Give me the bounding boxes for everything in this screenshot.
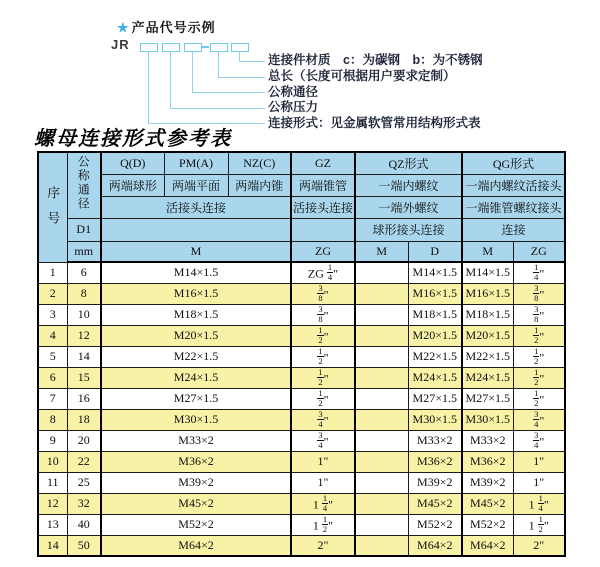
cell-gz-thread: ZG $\frac{1}{4}$ " bbox=[291, 262, 355, 283]
header-code-qd: Q(D) bbox=[101, 152, 164, 174]
cell-seq: 5 bbox=[38, 346, 67, 367]
callout-line bbox=[239, 61, 265, 62]
cell-qg-m: M20×1.5 bbox=[462, 325, 513, 346]
cell-qz-m bbox=[355, 388, 408, 409]
cell-qz-d: M16×1.5 bbox=[408, 283, 462, 304]
header-mm: mm bbox=[67, 241, 101, 262]
cell-dn-mm: 25 bbox=[67, 472, 101, 493]
cell-gz-thread: 1" bbox=[291, 451, 355, 472]
cell-seq: 3 bbox=[38, 304, 67, 325]
table-row bbox=[38, 409, 565, 430]
cell-dn-mm: 22 bbox=[67, 451, 101, 472]
cell-dn-mm: 18 bbox=[67, 409, 101, 430]
code-box-1 bbox=[140, 43, 158, 52]
reference-table bbox=[37, 151, 566, 557]
cell-qg-zg: $\frac{3}{4}$ " bbox=[513, 430, 565, 451]
cell-qg-m: M18×1.5 bbox=[462, 304, 513, 325]
header-unit-m: M bbox=[101, 241, 291, 262]
header-unit-qz-d: D bbox=[408, 241, 462, 262]
header-blank-union bbox=[101, 218, 291, 241]
table-row bbox=[38, 388, 565, 409]
cell-qz-m bbox=[355, 409, 408, 430]
header-code-pma: PM(A) bbox=[164, 152, 228, 174]
cell-qg-m: M27×1.5 bbox=[462, 388, 513, 409]
cell-qg-m: M45×2 bbox=[462, 493, 513, 514]
product-code-heading bbox=[117, 17, 216, 36]
cell-gz-thread: 1" bbox=[291, 472, 355, 493]
cell-qz-m bbox=[355, 325, 408, 346]
cell-dn-mm: 32 bbox=[67, 493, 101, 514]
table-row bbox=[38, 304, 565, 325]
cell-dn-mm: 50 bbox=[67, 535, 101, 556]
callout-line bbox=[218, 77, 265, 78]
header-unit-qz-m: M bbox=[355, 241, 408, 262]
cell-qg-m: M64×2 bbox=[462, 535, 513, 556]
star-icon: ★ bbox=[117, 20, 130, 35]
header-desc-qz: 一端内螺纹 bbox=[355, 174, 462, 196]
cell-qz-d: M30×1.5 bbox=[408, 409, 462, 430]
header-conn-qz: 一端外螺纹 bbox=[355, 196, 462, 218]
code-dash bbox=[202, 46, 209, 48]
cell-m-thread: M20×1.5 bbox=[101, 325, 291, 346]
cell-seq: 1 bbox=[38, 262, 67, 283]
header-desc-nzc: 两端内锥 bbox=[228, 174, 291, 196]
table-body bbox=[38, 262, 565, 556]
cell-qz-m bbox=[355, 283, 408, 304]
cell-gz-thread: 1 $\frac{1}{2}$ " bbox=[291, 514, 355, 535]
cell-dn-mm: 10 bbox=[67, 304, 101, 325]
cell-qz-d: M33×2 bbox=[408, 430, 462, 451]
cell-qz-d: M20×1.5 bbox=[408, 325, 462, 346]
header-ballconn-qz: 球形接头连接 bbox=[355, 218, 462, 241]
table-row bbox=[38, 325, 565, 346]
cell-qz-d: M18×1.5 bbox=[408, 304, 462, 325]
cell-seq: 7 bbox=[38, 388, 67, 409]
cell-qg-m: M30×1.5 bbox=[462, 409, 513, 430]
table-row bbox=[38, 472, 565, 493]
cell-dn-mm: 12 bbox=[67, 325, 101, 346]
cell-m-thread: M14×1.5 bbox=[101, 262, 291, 283]
callout-line bbox=[192, 92, 265, 93]
cell-m-thread: M30×1.5 bbox=[101, 409, 291, 430]
table-row bbox=[38, 346, 565, 367]
table-row bbox=[38, 535, 565, 556]
table-title: 螺母连接形式参考表 bbox=[34, 126, 232, 150]
cell-seq: 11 bbox=[38, 472, 67, 493]
cell-gz-thread: $\frac{1}{2}$ " bbox=[291, 367, 355, 388]
cell-qg-zg: $\frac{1}{2}$ " bbox=[513, 367, 565, 388]
cell-qg-m: M22×1.5 bbox=[462, 346, 513, 367]
header-dn: 公称通径 bbox=[67, 152, 101, 218]
cell-qg-zg: $\frac{3}{4}$ " bbox=[513, 409, 565, 430]
cell-seq: 6 bbox=[38, 367, 67, 388]
cell-qz-d: M64×2 bbox=[408, 535, 462, 556]
cell-qz-d: M27×1.5 bbox=[408, 388, 462, 409]
cell-m-thread: M45×2 bbox=[101, 493, 291, 514]
callout-line bbox=[148, 51, 149, 123]
cell-dn-mm: 14 bbox=[67, 346, 101, 367]
cell-m-thread: M39×2 bbox=[101, 472, 291, 493]
table-row bbox=[38, 262, 565, 283]
cell-qg-m: M24×1.5 bbox=[462, 367, 513, 388]
cell-qg-zg: $\frac{1}{2}$ " bbox=[513, 388, 565, 409]
cell-gz-thread: $\frac{3}{4}$ " bbox=[291, 409, 355, 430]
header-seq: 序号 bbox=[38, 152, 67, 262]
cell-qg-zg: $\frac{1}{2}$ " bbox=[513, 346, 565, 367]
cell-qz-m bbox=[355, 535, 408, 556]
cell-gz-thread: $\frac{1}{2}$ " bbox=[291, 346, 355, 367]
product-code-heading-text: 产品代号示例 bbox=[131, 20, 216, 35]
header-desc-gz: 两端锥管 bbox=[291, 174, 355, 196]
cell-qz-m bbox=[355, 346, 408, 367]
header-conn2-qg: 连接 bbox=[462, 218, 565, 241]
callout-line bbox=[218, 51, 219, 77]
cell-dn-mm: 15 bbox=[67, 367, 101, 388]
header-d1: D1 bbox=[67, 218, 101, 241]
cell-qg-m: M16×1.5 bbox=[462, 283, 513, 304]
callout-line bbox=[192, 51, 193, 92]
cell-qz-m bbox=[355, 262, 408, 283]
header-code-nzc: NZ(C) bbox=[228, 152, 291, 174]
table-row bbox=[38, 514, 565, 535]
cell-qg-m: M36×2 bbox=[462, 451, 513, 472]
header-desc-qd: 两端球形 bbox=[101, 174, 164, 196]
cell-qz-m bbox=[355, 514, 408, 535]
code-prefix: JR bbox=[111, 37, 130, 52]
cell-qg-zg: 1" bbox=[513, 472, 565, 493]
cell-seq: 10 bbox=[38, 451, 67, 472]
header-unit-qg-zg: ZG bbox=[513, 241, 565, 262]
cell-dn-mm: 16 bbox=[67, 388, 101, 409]
cell-qg-zg: $\frac{3}{8}$ " bbox=[513, 283, 565, 304]
cell-qg-zg: $\frac{1}{4}$ " bbox=[513, 262, 565, 283]
cell-qz-m bbox=[355, 367, 408, 388]
cell-qg-zg: 1 $\frac{1}{4}$ " bbox=[513, 493, 565, 514]
header-conn-qg: 一端锥管螺纹接头 bbox=[462, 196, 565, 218]
cell-qz-m bbox=[355, 472, 408, 493]
cell-gz-thread: 1 $\frac{1}{4}$ " bbox=[291, 493, 355, 514]
cell-m-thread: M33×2 bbox=[101, 430, 291, 451]
cell-gz-thread: $\frac{1}{2}$ " bbox=[291, 388, 355, 409]
cell-m-thread: M36×2 bbox=[101, 451, 291, 472]
cell-qg-zg: 2" bbox=[513, 535, 565, 556]
cell-m-thread: M22×1.5 bbox=[101, 346, 291, 367]
cell-qz-d: M24×1.5 bbox=[408, 367, 462, 388]
code-box-2 bbox=[162, 43, 180, 52]
cell-qz-m bbox=[355, 430, 408, 451]
cell-qz-d: M39×2 bbox=[408, 472, 462, 493]
callout-label-material: 连接件材质 c：为碳钢 b：为不锈钢 bbox=[268, 53, 483, 67]
cell-qg-m: M39×2 bbox=[462, 472, 513, 493]
table-row bbox=[38, 367, 565, 388]
cell-qg-m: M14×1.5 bbox=[462, 262, 513, 283]
cell-m-thread: M16×1.5 bbox=[101, 283, 291, 304]
cell-qz-d: M52×2 bbox=[408, 514, 462, 535]
header-desc-qg: 一端内螺纹活接头 bbox=[462, 174, 565, 196]
cell-seq: 4 bbox=[38, 325, 67, 346]
cell-qg-zg: $\frac{1}{2}$ " bbox=[513, 325, 565, 346]
callout-label-pressure: 公称压力 bbox=[268, 100, 319, 114]
cell-qg-m: M52×2 bbox=[462, 514, 513, 535]
header-conn-union: 活接头连接 bbox=[101, 196, 291, 218]
cell-gz-thread: $\frac{1}{2}$ " bbox=[291, 325, 355, 346]
header-code-qg: QG形式 bbox=[462, 152, 565, 174]
header-blank-gz bbox=[291, 218, 355, 241]
cell-dn-mm: 20 bbox=[67, 430, 101, 451]
cell-gz-thread: $\frac{3}{8}$ " bbox=[291, 283, 355, 304]
cell-qz-d: M14×1.5 bbox=[408, 262, 462, 283]
cell-dn-mm: 40 bbox=[67, 514, 101, 535]
cell-gz-thread: $\frac{3}{4}$ " bbox=[291, 430, 355, 451]
cell-qg-zg: 1 $\frac{1}{2}$ " bbox=[513, 514, 565, 535]
header-code-gz: GZ bbox=[291, 152, 355, 174]
cell-m-thread: M52×2 bbox=[101, 514, 291, 535]
callout-label-length: 总长（长度可根据用户要求定制） bbox=[268, 69, 456, 83]
cell-qz-d: M22×1.5 bbox=[408, 346, 462, 367]
cell-qg-zg: 1" bbox=[513, 451, 565, 472]
table-row bbox=[38, 430, 565, 451]
cell-qz-d: M45×2 bbox=[408, 493, 462, 514]
cell-m-thread: M18×1.5 bbox=[101, 304, 291, 325]
callout-label-diameter: 公称通径 bbox=[268, 85, 319, 99]
cell-qz-m bbox=[355, 451, 408, 472]
cell-qg-zg: $\frac{3}{8}$ " bbox=[513, 304, 565, 325]
code-box-4 bbox=[210, 43, 228, 52]
cell-gz-thread: $\frac{3}{8}$ " bbox=[291, 304, 355, 325]
cell-dn-mm: 8 bbox=[67, 283, 101, 304]
callout-line bbox=[239, 51, 240, 61]
cell-seq: 8 bbox=[38, 409, 67, 430]
cell-m-thread: M64×2 bbox=[101, 535, 291, 556]
table-row bbox=[38, 283, 565, 304]
cell-m-thread: M24×1.5 bbox=[101, 367, 291, 388]
cell-seq: 2 bbox=[38, 283, 67, 304]
header-code-qz: QZ形式 bbox=[355, 152, 462, 174]
cell-seq: 13 bbox=[38, 514, 67, 535]
cell-qz-d: M36×2 bbox=[408, 451, 462, 472]
cell-qz-m bbox=[355, 304, 408, 325]
cell-m-thread: M27×1.5 bbox=[101, 388, 291, 409]
header-unit-zg: ZG bbox=[291, 241, 355, 262]
header-conn-gz: 活接头连接 bbox=[291, 196, 355, 218]
cell-seq: 12 bbox=[38, 493, 67, 514]
cell-seq: 9 bbox=[38, 430, 67, 451]
code-box-3 bbox=[184, 43, 202, 52]
cell-gz-thread: 2" bbox=[291, 535, 355, 556]
cell-qz-m bbox=[355, 493, 408, 514]
callout-line bbox=[170, 51, 171, 108]
callout-line bbox=[170, 108, 265, 109]
table-row bbox=[38, 493, 565, 514]
table-row bbox=[38, 451, 565, 472]
cell-qg-m: M33×2 bbox=[462, 430, 513, 451]
cell-dn-mm: 6 bbox=[67, 262, 101, 283]
callout-label-connection: 连接形式：见金属软管常用结构形式表 bbox=[268, 116, 481, 130]
cell-seq: 14 bbox=[38, 535, 67, 556]
header-unit-qg-m: M bbox=[462, 241, 513, 262]
header-desc-pma: 两端平面 bbox=[164, 174, 228, 196]
code-box-5 bbox=[231, 43, 249, 52]
